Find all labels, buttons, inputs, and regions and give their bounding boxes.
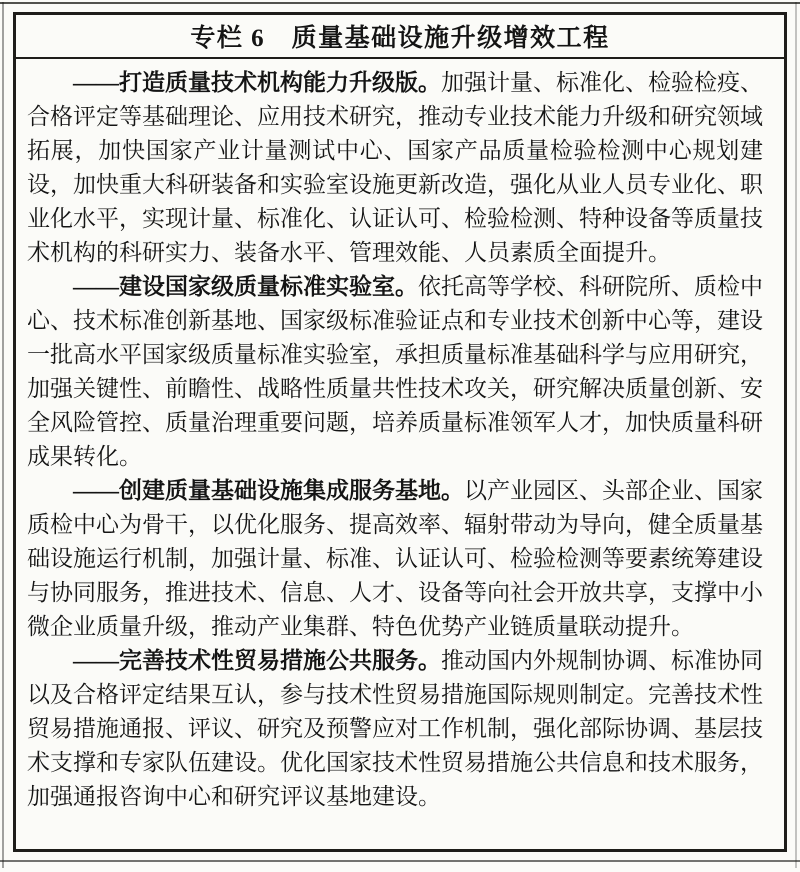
scan-artifact-top-line [0,2,800,4]
scan-artifact-bottom-line [0,860,800,862]
box-body [16,59,784,849]
paragraph-1 [27,66,763,270]
scan-artifact-left-line [2,2,4,868]
paragraph-3 [27,474,763,644]
paragraph-2-text: 依托高等学校、科研院所、质检中心、技术标准创新基地、国家级标准验证点和专业技术创新中心等，建设一批高水平国家级质量标准实验室，承担质量标准基础科学与应用研究，加强关键性、前瞻性、战略性质量共性技术攻关，研究解决质量创新、安全风险管控、质量治理重要问题，培养质量标准领军人才，加快质量科研成果转化。 [27,274,763,469]
column-box [13,12,787,852]
paragraph-4 [27,644,763,814]
paragraph-1-text: 加强计量、标准化、检验检疫、合格评定等基础理论、应用技术研究，推动专业技术能力升级和研究领域拓展，加快国家产业计量测试中心、国家产品质量检验检测中心规划建设，加快重大科研装备和实验室设施更新改造，强化从业人员专业化、职业化水平，实现计量、标准化、认证认可、检验检测、特种设备等质量技术机构的科研实力、装备水平、管理效能、人员素质全面提升。 [27,70,763,265]
paragraph-3-lead: ——创建质量基础设施集成服务基地。 [73,478,464,503]
paragraph-2 [27,270,763,474]
box-title: 专栏 6 质量基础设施升级增效工程 [16,15,784,59]
paragraph-2-lead: ——建设国家级质量标准实验室。 [73,274,418,299]
paragraph-1-lead: ——打造质量技术机构能力升级版。 [73,70,441,95]
paragraph-4-text: 推动国内外规制协调、标准协同以及合格评定结果互认，参与技术性贸易措施国际规则制定。完善技术性贸易措施通报、评议、研究及预警应对工作机制，强化部际协调、基层技术支撑和专家队伍建设。优化国家技术性贸易措施公共信息和技术服务，加强通报咨询中心和研究评议基地建设。 [27,648,763,809]
scan-artifact-right-line [795,2,797,868]
paragraph-3-text: 以产业园区、头部企业、国家质检中心为骨干，以优化服务、提高效率、辐射带动为导向，健全质量基础设施运行机制，加强计量、标准、认证认可、检验检测等要素统筹建设与协同服务，推进技术、信息、人才、设备等向社会开放共享，支撑中小微企业质量升级，推动产业集群、特色优势产业链质量联动提升。 [27,478,763,639]
paragraph-4-lead: ——完善技术性贸易措施公共服务。 [73,648,441,673]
